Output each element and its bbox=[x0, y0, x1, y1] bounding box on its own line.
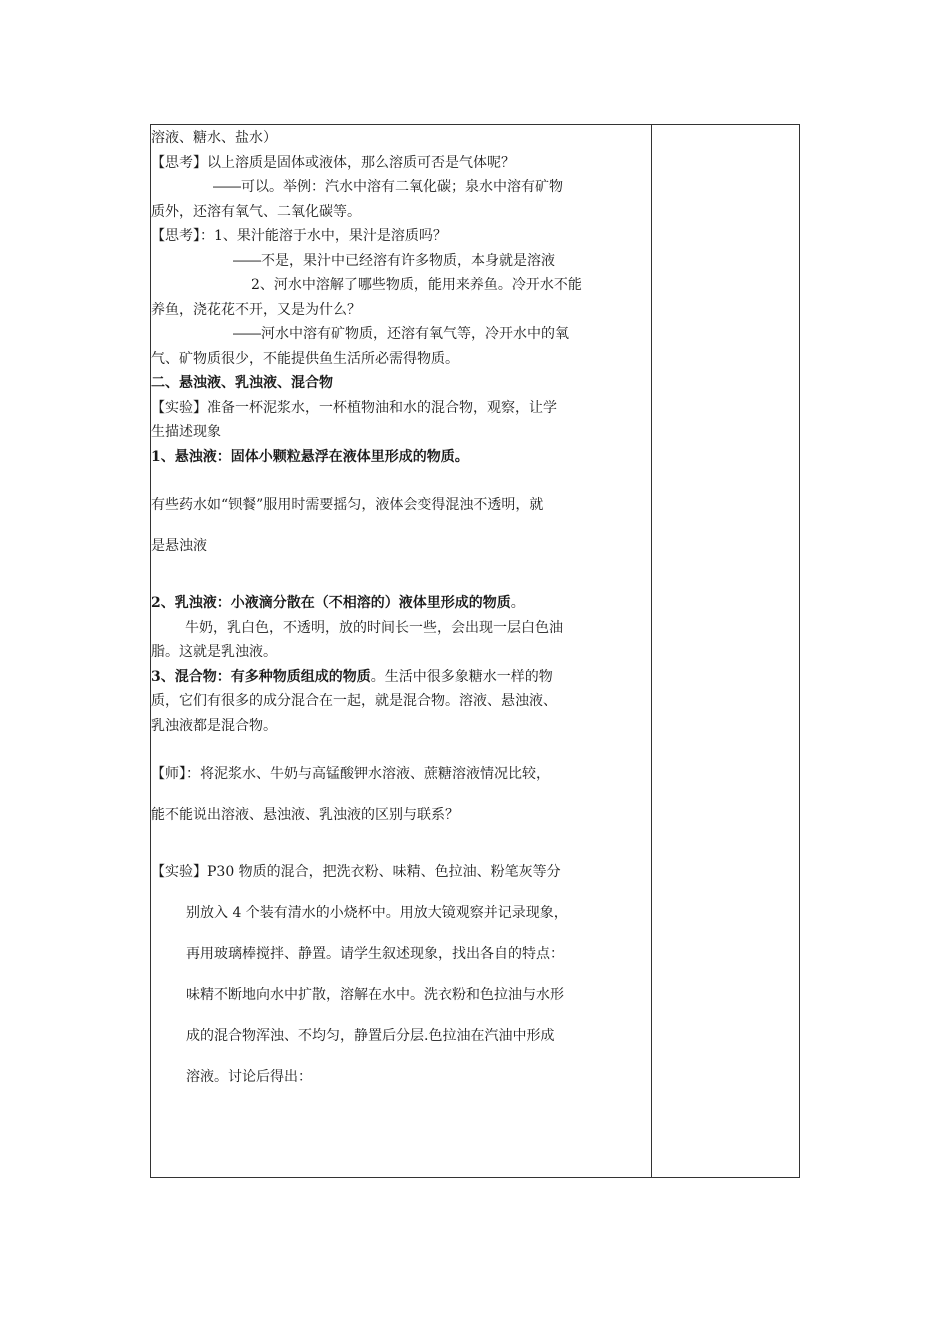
definition-emulsion-tail: 。 bbox=[510, 595, 525, 611]
text-line: ――河水中溶有矿物质，还溶有氧气等，冷开水中的氧 bbox=[233, 326, 569, 342]
text-line: 牛奶，乳白色，不透明，放的时间长一些，会出现一层白色油 bbox=[185, 619, 563, 636]
text-line: 有些药水如“钡餐”服用时需要摇匀，液体会变得混浊不透明，就 bbox=[151, 497, 544, 513]
text-line: 2、河水中溶解了哪些物质，能用来养鱼。冷开水不能 bbox=[251, 277, 582, 293]
text-line: 生描述现象 bbox=[151, 424, 221, 440]
section-heading: 二、悬浊液、乳浊液、混合物 bbox=[151, 375, 333, 391]
text-line: 再用玻璃棒搅拌、静置。请学生叙述现象，找出各自的特点： bbox=[186, 946, 564, 962]
text-line: 气、矿物质很少，不能提供鱼生活所必需得物质。 bbox=[151, 350, 459, 367]
definition-suspension: 1、悬浊液：固体小颗粒悬浮在液体里形成的物质。 bbox=[151, 448, 469, 465]
text-line: 成的混合物浑浊、不均匀，静置后分层.色拉油在汽油中形成 bbox=[186, 1028, 555, 1044]
text-line: 【师】：将泥浆水、牛奶与高锰酸钾水溶液、蔗糖溶液情况比较， bbox=[151, 766, 550, 782]
definition-emulsion bbox=[151, 591, 643, 616]
definition-mixture bbox=[151, 665, 643, 690]
text-line: ――可以。举例：汽水中溶有二氧化碳；泉水中溶有矿物 bbox=[213, 179, 563, 195]
text-line: 溶液、糖水、盐水） bbox=[151, 130, 277, 146]
text-line: 【思考】以上溶质是固体或液体，那么溶质可否是气体呢？ bbox=[151, 154, 515, 171]
table-column-divider bbox=[651, 124, 652, 1178]
definition-mixture-bold: 3、混合物：有多种物质组成的物质 bbox=[151, 668, 371, 685]
text-line: 养鱼，浇花花不开，又是为什么？ bbox=[151, 301, 361, 318]
text-line: 【实验】准备一杯泥浆水，一杯植物油和水的混合物，观察，让学 bbox=[151, 399, 557, 416]
text-line: ――不是，果汁中已经溶有许多物质，本身就是溶液 bbox=[233, 252, 555, 269]
text-line: 是悬浊液 bbox=[151, 538, 207, 554]
definition-mixture-tail: 。生活中很多象糖水一样的物 bbox=[370, 668, 553, 685]
text-line: 能不能说出溶液、悬浊液、乳浊液的区别与联系？ bbox=[151, 807, 459, 823]
text-line: 乳浊液都是混合物。 bbox=[151, 717, 277, 734]
text-line: 【实验】P30 物质的混合，把洗衣粉、味精、色拉油、粉笔灰等分 bbox=[151, 864, 561, 880]
text-line: 质外，还溶有氧气、二氧化碳等。 bbox=[151, 203, 361, 220]
text-line: 质，它们有很多的成分混合在一起，就是混合物。溶液、悬浊液、 bbox=[151, 693, 557, 709]
text-line: 别放入 4 个装有清水的小烧杯中。用放大镜观察并记录现象， bbox=[186, 905, 568, 921]
text-line: 【思考】：1、果汁能溶于水中，果汁是溶质吗？ bbox=[151, 228, 447, 244]
text-line: 味精不断地向水中扩散，溶解在水中。洗衣粉和色拉油与水形 bbox=[186, 987, 564, 1003]
text-line: 脂。这就是乳浊液。 bbox=[151, 644, 277, 660]
text-line: 溶液。讨论后得出： bbox=[186, 1069, 312, 1085]
definition-emulsion-bold: 2、乳浊液：小液滴分散在（不相溶的）液体里形成的物质 bbox=[151, 595, 511, 611]
lesson-content-cell bbox=[151, 126, 643, 1098]
